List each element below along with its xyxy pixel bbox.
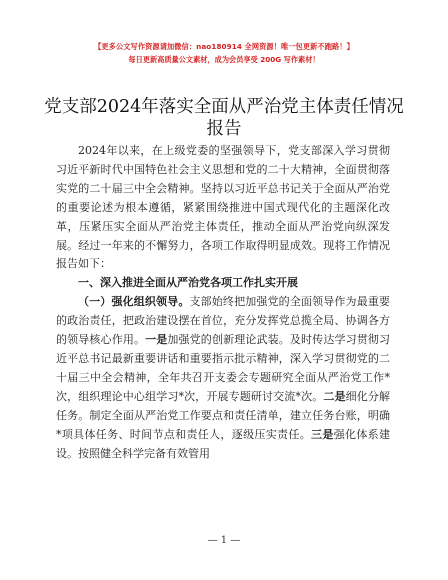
document-title: 党支部2024年落实全面从严治党主体责任情况报告 xyxy=(44,97,404,139)
section-heading-1: 一、深入推进全面从严治党各项工作扎实开展 xyxy=(78,276,298,290)
page-number: — 1 — xyxy=(207,535,241,546)
point-two-text: 细化分解任务。制定全面从严治党工作要点和责任清单，建立任务台账，明确*项具体任务、时间节点和责任人，逐级压实责任。 xyxy=(56,389,391,441)
subsection-text-a: 支部始终把加强党的全面领导作为最重要的政治责任，把政治建设摆在首位，充分发挥党总揽全局、协调各方的领导核心作用。 xyxy=(56,295,391,347)
point-three-text: 强化体系建设。按照健全科学完备有效管用 xyxy=(56,427,391,460)
intro-paragraph: 2024年以来，在上级党委的坚强领导下，党支部深入学习贯彻习近平新时代中国特色社会主义思想和党的二十大精神，全面贯彻落实党的二十届三中全会精神。坚持以习近平总书记关于全面从严治党的重要论述为根本遵循，紧紧围绕推进中国式现代化的主题深化改革，压紧压实全面从严治党主体责任，推动全面从严治党向纵深发展。经过一年来的不懈努力，各项工作取得明显成效。现将工作情况报告如下： xyxy=(56,144,390,271)
point-two-label: 二是 xyxy=(323,389,346,403)
subsection-paragraph-1 xyxy=(56,293,390,463)
point-one-label: 一是 xyxy=(145,333,168,347)
point-three-label: 三是 xyxy=(311,427,334,441)
promo-banner-line1: 【更多公文写作资源请加微信：nao180914 全网资源！唯一包更新不跑路！】 xyxy=(94,42,354,51)
subsection-heading-1: （一）强化组织领导。 xyxy=(78,295,190,309)
document-body xyxy=(56,142,390,463)
promo-banner-line2: 每日更新高质量公文素材，成为会员享受 200G 写作素材！ xyxy=(128,55,320,64)
point-one-text: 加强党的创新理论武装。及时传达学习贯彻习近平总书记最新重要讲话和重要指示批示精神，深入学习贯彻党的二十届三中全会精神，全年共召开支委会专题研究全面从严治党工作*次，组织理论中心组学习*次，开展专题研讨交流*次。 xyxy=(56,333,391,403)
